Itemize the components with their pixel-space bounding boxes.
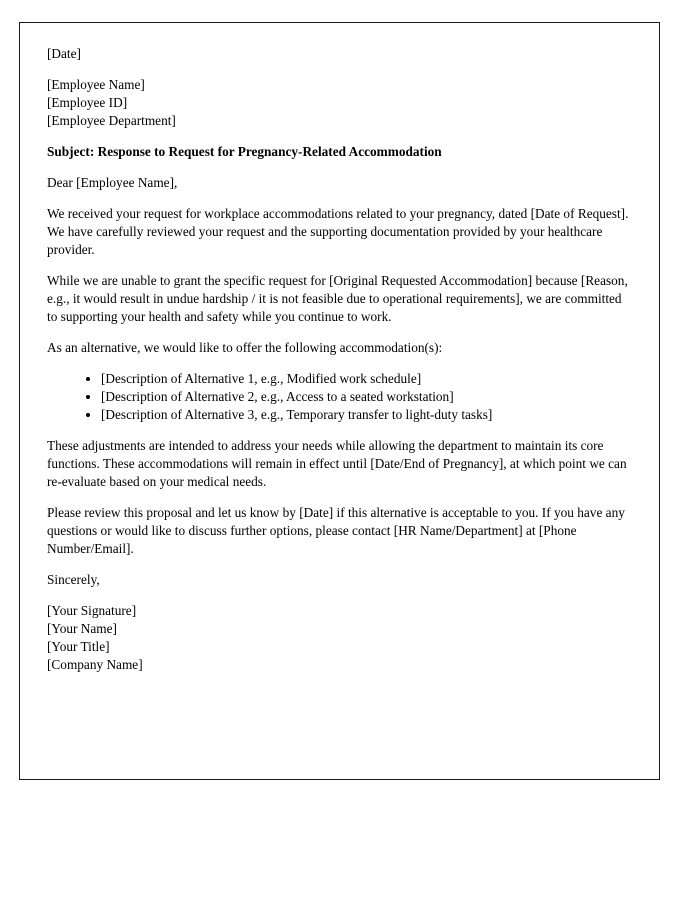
salutation: Dear [Employee Name], <box>47 175 178 190</box>
paragraph-adjustments: These adjustments are intended to address your needs while allowing the department to maintain its core functions. These accommodations will remain in effect until [Date/End of Pregnancy], at which point we can re-evaluate based on your medical needs. <box>47 438 627 489</box>
signer-title-line: [Your Title] <box>47 639 110 654</box>
signature-placeholder-line: [Your Signature] <box>47 603 137 618</box>
paragraph-denial: While we are unable to grant the specific request for [Original Requested Accommodation] because [Reason, e.g., it would result in undue hardship / it is not feasible due to operational requirements], we are committed to supporting your health and safety while you continue to work. <box>47 273 628 324</box>
recipient-id-line: [Employee ID] <box>47 95 128 110</box>
paragraph-alternatives-intro: As an alternative, we would like to offer the following accommodation(s): <box>47 340 443 355</box>
paragraph-intro: We received your request for workplace accommodations related to your pregnancy, dated [Date of Request]. We have carefully reviewed your request and the supporting documentation provided by your healthcare provider. <box>47 206 629 257</box>
alternatives-list <box>47 370 635 424</box>
date-line: [Date] <box>47 46 81 61</box>
list-item: • [Description of Alternative 2, e.g., Access to a seated workstation] <box>101 388 635 406</box>
letter-page <box>19 22 660 780</box>
subject-line: Subject: Response to Request for Pregnancy-Related Accommodation <box>47 144 442 159</box>
closing-line: Sincerely, <box>47 572 100 587</box>
company-name-line: [Company Name] <box>47 657 143 672</box>
recipient-block <box>47 76 635 130</box>
list-item: • [Description of Alternative 3, e.g., Temporary transfer to light-duty tasks] <box>101 406 635 424</box>
date-block <box>47 45 635 63</box>
signer-name-line: [Your Name] <box>47 621 117 636</box>
signature-block <box>47 602 635 674</box>
list-item: • [Description of Alternative 1, e.g., Modified work schedule] <box>101 370 635 388</box>
recipient-name-line: [Employee Name] <box>47 77 145 92</box>
letter-content <box>20 23 659 674</box>
recipient-department-line: [Employee Department] <box>47 113 176 128</box>
paragraph-review: Please review this proposal and let us know by [Date] if this alternative is acceptable to you. If you have any questions or would like to discuss further options, please contact [HR Name/Department] at [Phone Number/Email]. <box>47 505 625 556</box>
